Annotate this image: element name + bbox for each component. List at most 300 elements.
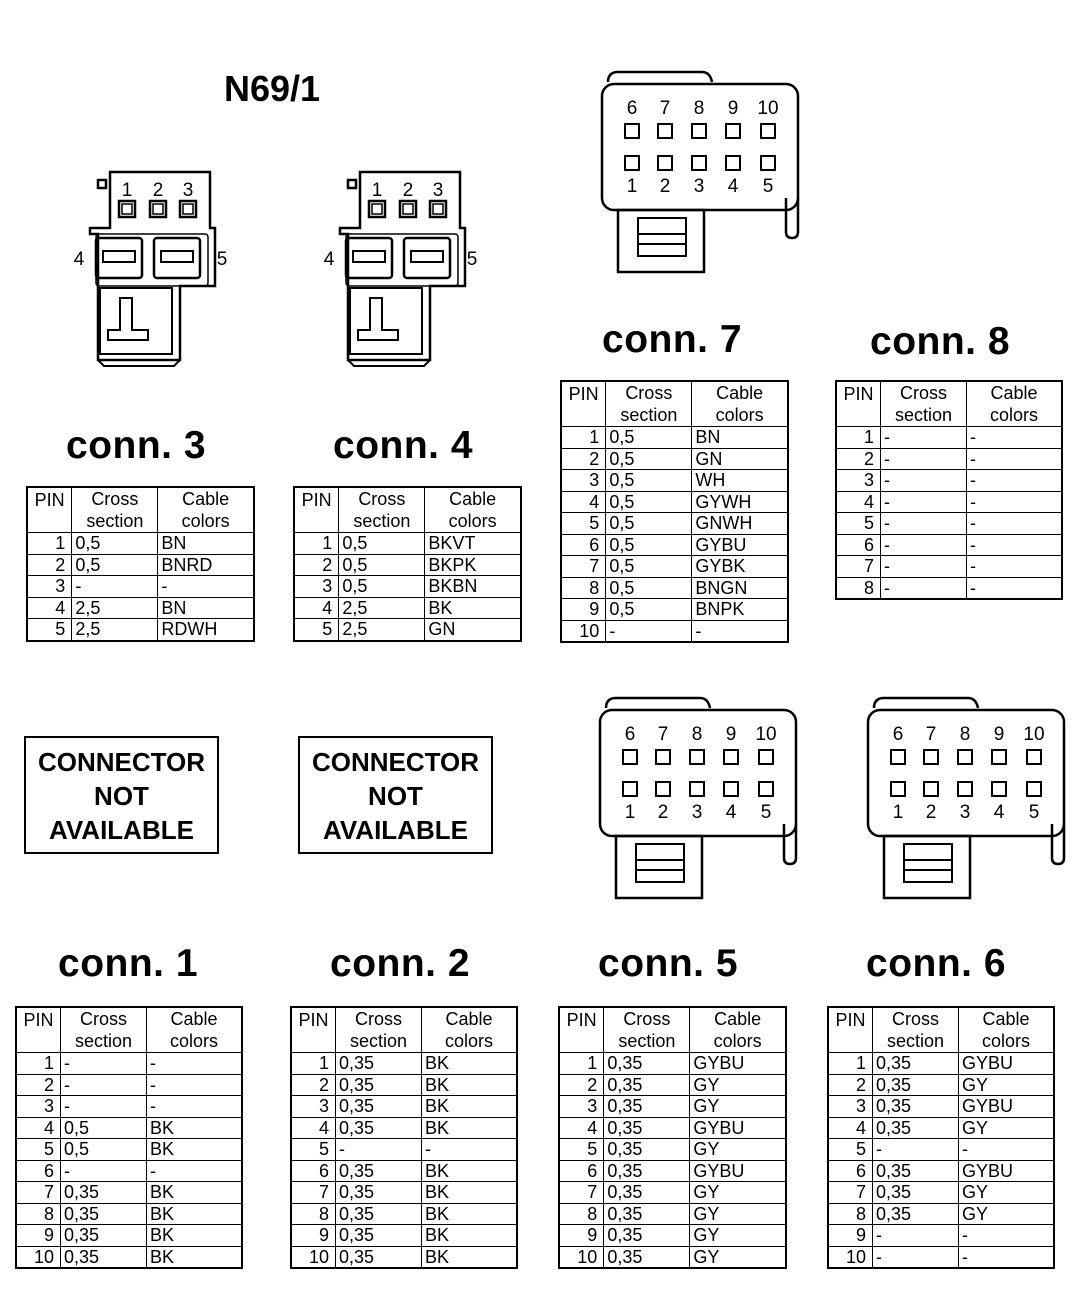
cable-color-cell: - <box>967 534 1062 556</box>
table-row <box>559 1160 786 1182</box>
cross-section-cell: 2,5 <box>72 619 158 641</box>
pin-cell: 1 <box>291 1053 336 1075</box>
cable-color-cell: GY <box>690 1182 786 1204</box>
cable-color-cell: - <box>967 448 1062 470</box>
conn4-title: conn. 4 <box>333 424 474 467</box>
table-row <box>828 1246 1054 1268</box>
table-row <box>16 1203 242 1225</box>
cable-color-cell: GY <box>690 1096 786 1118</box>
cross-section-cell: - <box>881 577 967 599</box>
cross-section-cell: - <box>61 1096 147 1118</box>
cross-section-cell: 0,35 <box>604 1074 690 1096</box>
cable-color-cell: GYBU <box>959 1096 1054 1118</box>
cable-color-cell: GYBU <box>690 1117 786 1139</box>
connector-not-available-conn1 <box>24 736 219 854</box>
cable-color-cell: GY <box>690 1139 786 1161</box>
table-row <box>559 1139 786 1161</box>
table-row <box>16 1096 242 1118</box>
conn8-title: conn. 8 <box>870 320 1011 363</box>
cable-color-cell: GY <box>690 1203 786 1225</box>
pin-cell: 2 <box>16 1074 61 1096</box>
pin-label-1: 1 <box>121 180 133 201</box>
cross-section-cell: 0,5 <box>606 427 692 449</box>
cable-color-cell: GYBU <box>959 1160 1054 1182</box>
table-row <box>836 534 1062 556</box>
table-row <box>559 1246 786 1268</box>
cable-color-cell: - <box>147 1053 242 1075</box>
pin-cell: 10 <box>559 1246 604 1268</box>
pin-cell: 5 <box>828 1139 873 1161</box>
cable-color-cell: - <box>967 513 1062 535</box>
cable-color-cell: BK <box>422 1074 517 1096</box>
table-header-row <box>828 1007 1054 1053</box>
cross-section-header: Cross section <box>873 1007 959 1053</box>
pin-label-bottom: 1 <box>892 802 904 823</box>
cross-section-cell: 0,35 <box>336 1117 422 1139</box>
cable-color-cell: BK <box>422 1096 517 1118</box>
table-row <box>828 1160 1054 1182</box>
cross-section-cell: 0,35 <box>873 1160 959 1182</box>
table-header-row <box>561 381 788 427</box>
cable-color-cell: WH <box>692 470 788 492</box>
table-row <box>16 1246 242 1268</box>
pin-cell: 5 <box>836 513 881 535</box>
cable-color-cell: - <box>959 1139 1054 1161</box>
cross-section-cell: 0,35 <box>61 1203 147 1225</box>
pin-cell: 9 <box>16 1225 61 1247</box>
cable-colors-header: Cable colors <box>692 381 788 427</box>
table-row <box>291 1203 517 1225</box>
cross-section-cell: 0,35 <box>604 1246 690 1268</box>
pin-label-top: 8 <box>959 724 971 745</box>
pin-cell: 2 <box>294 554 339 576</box>
table-header-row <box>16 1007 242 1053</box>
pin-cell: 7 <box>291 1182 336 1204</box>
table-row <box>561 556 788 578</box>
table-row <box>291 1139 517 1161</box>
conn7-title: conn. 7 <box>602 318 743 361</box>
table-row <box>291 1117 517 1139</box>
pin-cell: 7 <box>16 1182 61 1204</box>
pin-cell: 9 <box>828 1225 873 1247</box>
table-row <box>294 619 521 641</box>
cable-colors-header: Cable colors <box>967 381 1062 427</box>
pin-label-2: 2 <box>152 180 164 201</box>
cross-section-cell: 0,35 <box>604 1160 690 1182</box>
cable-color-cell: - <box>422 1139 517 1161</box>
pin-cell: 10 <box>16 1246 61 1268</box>
cable-color-cell: - <box>147 1074 242 1096</box>
pin-table-conn2 <box>290 1006 518 1269</box>
pin-cell: 5 <box>27 619 72 641</box>
cable-color-cell: GNWH <box>692 513 788 535</box>
large-connector-drawing-conn6 <box>864 694 1074 904</box>
pin-table-conn6 <box>827 1006 1055 1269</box>
pin-label-top: 10 <box>1023 724 1045 745</box>
table-row <box>828 1117 1054 1139</box>
pin-cell: 2 <box>27 554 72 576</box>
pin-header: PIN <box>828 1007 873 1053</box>
cross-section-cell: 0,5 <box>72 554 158 576</box>
cross-section-cell: - <box>881 427 967 449</box>
pin-cell: 6 <box>561 534 606 556</box>
cable-color-cell: GY <box>690 1074 786 1096</box>
cable-color-cell: BNGN <box>692 577 788 599</box>
pin-cell: 3 <box>828 1096 873 1118</box>
table-row <box>559 1182 786 1204</box>
table-row <box>836 427 1062 449</box>
cross-section-cell: 2,5 <box>72 597 158 619</box>
table-row <box>836 448 1062 470</box>
pin-table-conn3 <box>26 486 255 642</box>
table-row <box>559 1074 786 1096</box>
pin-cell: 8 <box>559 1203 604 1225</box>
table-row <box>561 491 788 513</box>
table-row <box>828 1139 1054 1161</box>
cable-color-cell: BK <box>147 1246 242 1268</box>
cross-section-cell: 0,5 <box>606 534 692 556</box>
cable-color-cell: BK <box>422 1160 517 1182</box>
na-line-2: NOT <box>94 781 149 811</box>
pin-label-bottom: 2 <box>925 802 937 823</box>
cable-colors-header: Cable colors <box>959 1007 1054 1053</box>
pin-cell: 3 <box>559 1096 604 1118</box>
pin-label-top: 7 <box>657 724 669 745</box>
pin-label-bottom: 1 <box>626 176 638 197</box>
pin-cell: 2 <box>828 1074 873 1096</box>
cross-section-cell: 0,35 <box>336 1203 422 1225</box>
pin-cell: 5 <box>561 513 606 535</box>
pin-label-top: 7 <box>659 98 671 119</box>
pin-cell: 5 <box>559 1139 604 1161</box>
cross-section-cell: - <box>873 1139 959 1161</box>
pin-cell: 2 <box>836 448 881 470</box>
table-header-row <box>836 381 1062 427</box>
pin-cell: 3 <box>294 576 339 598</box>
table-row <box>27 619 254 641</box>
pin-cell: 4 <box>561 491 606 513</box>
pin-label-bottom: 4 <box>993 802 1005 823</box>
cross-section-cell: - <box>61 1053 147 1075</box>
pin-cell: 6 <box>559 1160 604 1182</box>
table-row <box>291 1246 517 1268</box>
conn3-title: conn. 3 <box>66 424 207 467</box>
table-row <box>561 513 788 535</box>
cable-color-cell: GY <box>959 1074 1054 1096</box>
pin-header: PIN <box>291 1007 336 1053</box>
table-row <box>27 533 254 555</box>
cross-section-cell: 0,35 <box>604 1053 690 1075</box>
table-row <box>27 576 254 598</box>
pin-cell: 9 <box>561 599 606 621</box>
cross-section-cell: - <box>881 513 967 535</box>
cross-section-cell: 0,35 <box>604 1117 690 1139</box>
cable-color-cell: BNRD <box>158 554 254 576</box>
cross-section-cell: 0,35 <box>873 1053 959 1075</box>
cross-section-cell: 0,35 <box>336 1074 422 1096</box>
connector-not-available-conn2 <box>298 736 493 854</box>
pin-cell: 5 <box>16 1139 61 1161</box>
table-row <box>27 597 254 619</box>
pin-label-3: 3 <box>182 180 194 201</box>
cable-color-cell: BN <box>158 533 254 555</box>
cross-section-cell: 2,5 <box>339 619 425 641</box>
cable-color-cell: BK <box>147 1203 242 1225</box>
table-row <box>561 577 788 599</box>
cable-color-cell: GY <box>690 1246 786 1268</box>
table-header-row <box>27 487 254 533</box>
cable-color-cell: GYWH <box>692 491 788 513</box>
conn5-title: conn. 5 <box>598 942 739 985</box>
cable-color-cell: BK <box>422 1225 517 1247</box>
cross-section-cell: 0,35 <box>604 1203 690 1225</box>
cross-section-header: Cross section <box>604 1007 690 1053</box>
table-header-row <box>291 1007 517 1053</box>
cross-section-cell: - <box>881 534 967 556</box>
cable-color-cell: - <box>692 620 788 642</box>
cross-section-header: Cross section <box>72 487 158 533</box>
pin-cell: 9 <box>559 1225 604 1247</box>
pin-cell: 8 <box>836 577 881 599</box>
cable-color-cell: GY <box>690 1225 786 1247</box>
table-row <box>561 470 788 492</box>
pin-cell: 4 <box>294 597 339 619</box>
table-row <box>836 470 1062 492</box>
pin-cell: 7 <box>828 1182 873 1204</box>
cross-section-cell: 0,5 <box>61 1139 147 1161</box>
cable-color-cell: - <box>967 491 1062 513</box>
cross-section-header: Cross section <box>61 1007 147 1053</box>
cross-section-cell: 0,5 <box>61 1117 147 1139</box>
pin-label-bottom: 5 <box>1028 802 1040 823</box>
cable-color-cell: GY <box>959 1182 1054 1204</box>
table-row <box>559 1096 786 1118</box>
pin-label-bottom: 5 <box>760 802 772 823</box>
pin-cell: 5 <box>291 1139 336 1161</box>
pin-label-bottom: 3 <box>959 802 971 823</box>
pin-cell: 9 <box>291 1225 336 1247</box>
table-row <box>291 1225 517 1247</box>
cross-section-cell: 0,5 <box>606 491 692 513</box>
pin-cell: 4 <box>291 1117 336 1139</box>
table-row <box>559 1225 786 1247</box>
pin-table-conn8 <box>835 380 1063 600</box>
cross-section-cell: 0,35 <box>61 1182 147 1204</box>
cross-section-cell: 0,5 <box>72 533 158 555</box>
cross-section-cell: - <box>336 1139 422 1161</box>
pin-cell: 6 <box>828 1160 873 1182</box>
cross-section-cell: 0,5 <box>606 470 692 492</box>
cable-color-cell: BK <box>147 1182 242 1204</box>
cable-color-cell: - <box>967 427 1062 449</box>
cable-colors-header: Cable colors <box>690 1007 786 1053</box>
cross-section-cell: - <box>881 556 967 578</box>
cable-color-cell: BK <box>422 1117 517 1139</box>
cross-section-cell: 0,35 <box>61 1246 147 1268</box>
cross-section-cell: - <box>881 448 967 470</box>
pin-cell: 1 <box>559 1053 604 1075</box>
cable-color-cell: - <box>967 556 1062 578</box>
pin-label-top: 6 <box>626 98 638 119</box>
pin-label-bottom: 4 <box>727 176 739 197</box>
table-row <box>16 1139 242 1161</box>
table-row <box>561 599 788 621</box>
pin-label-top: 7 <box>925 724 937 745</box>
pin-header: PIN <box>836 381 881 427</box>
pin-label-3: 3 <box>432 180 444 201</box>
cable-color-cell: GYBU <box>690 1160 786 1182</box>
pin-cell: 6 <box>836 534 881 556</box>
cable-color-cell: GYBU <box>959 1053 1054 1075</box>
cable-color-cell: BK <box>422 1053 517 1075</box>
cable-color-cell: RDWH <box>158 619 254 641</box>
cable-color-cell: BK <box>147 1225 242 1247</box>
pin-cell: 8 <box>561 577 606 599</box>
table-row <box>291 1074 517 1096</box>
pin-cell: 3 <box>291 1096 336 1118</box>
table-row <box>828 1096 1054 1118</box>
conn6-title: conn. 6 <box>866 942 1007 985</box>
table-row <box>828 1074 1054 1096</box>
cross-section-header: Cross section <box>606 381 692 427</box>
pin-cell: 10 <box>828 1246 873 1268</box>
table-row <box>561 620 788 642</box>
pin-cell: 7 <box>559 1182 604 1204</box>
small-connector-drawing-conn3 <box>70 168 240 378</box>
pin-cell: 1 <box>294 533 339 555</box>
pin-label-1: 1 <box>371 180 383 201</box>
pin-cell: 2 <box>559 1074 604 1096</box>
pin-label-top: 8 <box>691 724 703 745</box>
cable-colors-header: Cable colors <box>425 487 521 533</box>
cross-section-cell: 0,35 <box>336 1225 422 1247</box>
table-row <box>27 554 254 576</box>
pin-cell: 1 <box>27 533 72 555</box>
pin-table-conn4 <box>293 486 522 642</box>
table-row <box>16 1225 242 1247</box>
page-title: N69/1 <box>224 68 321 109</box>
cross-section-cell: 0,5 <box>339 533 425 555</box>
pin-cell: 4 <box>836 491 881 513</box>
cross-section-cell: 0,35 <box>873 1096 959 1118</box>
cable-color-cell: BK <box>422 1203 517 1225</box>
pin-cell: 4 <box>559 1117 604 1139</box>
table-row <box>561 448 788 470</box>
cross-section-cell: 0,35 <box>336 1246 422 1268</box>
table-row <box>828 1225 1054 1247</box>
cross-section-header: Cross section <box>881 381 967 427</box>
cable-color-cell: GYBU <box>690 1053 786 1075</box>
pin-cell: 7 <box>561 556 606 578</box>
cable-color-cell: - <box>158 576 254 598</box>
na-line-3: AVAILABLE <box>323 815 468 845</box>
pin-label-top: 6 <box>892 724 904 745</box>
pin-header: PIN <box>27 487 72 533</box>
na-line-1: CONNECTOR <box>311 747 480 777</box>
table-row <box>291 1182 517 1204</box>
pin-label-top: 9 <box>727 98 739 119</box>
cable-color-cell: - <box>967 470 1062 492</box>
pin-header: PIN <box>561 381 606 427</box>
pin-cell: 3 <box>561 470 606 492</box>
cross-section-cell: 0,35 <box>604 1096 690 1118</box>
cross-section-cell: - <box>873 1246 959 1268</box>
table-row <box>291 1160 517 1182</box>
cross-section-cell: 0,35 <box>336 1182 422 1204</box>
cable-color-cell: BKBN <box>425 576 521 598</box>
table-row <box>294 597 521 619</box>
pin-cell: 3 <box>27 576 72 598</box>
table-header-row <box>559 1007 786 1053</box>
conn1-title: conn. 1 <box>58 942 199 985</box>
table-row <box>559 1053 786 1075</box>
pin-label-bottom: 2 <box>657 802 669 823</box>
na-line-2: NOT <box>368 781 423 811</box>
pin-label-bottom: 1 <box>624 802 636 823</box>
table-row <box>16 1160 242 1182</box>
cable-color-cell: GYBU <box>692 534 788 556</box>
pin-cell: 8 <box>828 1203 873 1225</box>
pin-label-bottom: 4 <box>725 802 737 823</box>
pin-table-conn1 <box>15 1006 243 1269</box>
conn2-title: conn. 2 <box>330 942 471 985</box>
table-row <box>561 427 788 449</box>
cross-section-cell: - <box>873 1225 959 1247</box>
cable-color-cell: BKPK <box>425 554 521 576</box>
pin-cell: 6 <box>291 1160 336 1182</box>
pin-label-top: 10 <box>757 98 779 119</box>
table-row <box>828 1182 1054 1204</box>
pin-label-top: 6 <box>624 724 636 745</box>
table-row <box>559 1117 786 1139</box>
pin-label-bottom: 2 <box>659 176 671 197</box>
pin-cell: 4 <box>27 597 72 619</box>
cross-section-cell: - <box>881 470 967 492</box>
pin-table-conn5 <box>558 1006 787 1269</box>
cross-section-cell: 0,35 <box>873 1182 959 1204</box>
cross-section-cell: 0,5 <box>339 554 425 576</box>
pin-label-bottom: 3 <box>691 802 703 823</box>
pin-cell: 3 <box>836 470 881 492</box>
cable-color-cell: BK <box>147 1117 242 1139</box>
pin-cell: 8 <box>291 1203 336 1225</box>
table-row <box>836 491 1062 513</box>
cable-color-cell: BN <box>158 597 254 619</box>
cable-color-cell: GN <box>425 619 521 641</box>
pin-label-bottom: 3 <box>693 176 705 197</box>
pin-label-top: 9 <box>725 724 737 745</box>
table-row <box>16 1182 242 1204</box>
table-row <box>16 1117 242 1139</box>
table-row <box>294 554 521 576</box>
pin-cell: 6 <box>16 1160 61 1182</box>
cable-color-cell: - <box>147 1096 242 1118</box>
cross-section-cell: 0,35 <box>336 1160 422 1182</box>
cross-section-cell: 0,5 <box>606 448 692 470</box>
table-row <box>561 534 788 556</box>
table-row <box>294 576 521 598</box>
cross-section-cell: - <box>61 1074 147 1096</box>
pin-label-2: 2 <box>402 180 414 201</box>
table-row <box>291 1053 517 1075</box>
pin-cell: 8 <box>16 1203 61 1225</box>
pin-cell: 4 <box>16 1117 61 1139</box>
cross-section-cell: - <box>61 1160 147 1182</box>
cable-color-cell: BK <box>425 597 521 619</box>
cable-color-cell: - <box>959 1225 1054 1247</box>
large-connector-drawing-conn7 <box>598 68 808 278</box>
cable-colors-header: Cable colors <box>147 1007 242 1053</box>
